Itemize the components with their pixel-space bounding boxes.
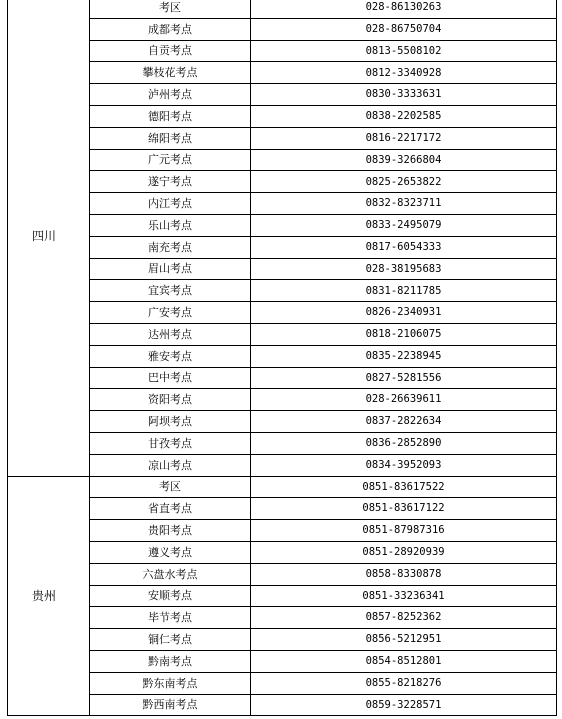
exam-site-cell: 眉山考点 bbox=[90, 258, 251, 280]
table-row bbox=[8, 650, 557, 672]
phone-cell: 0851-83617122 bbox=[251, 498, 557, 520]
exam-site-cell: 乐山考点 bbox=[90, 214, 251, 236]
exam-site-cell: 毕节考点 bbox=[90, 607, 251, 629]
table-row bbox=[8, 171, 557, 193]
table-row bbox=[8, 0, 557, 18]
phone-cell: 0854-8512801 bbox=[251, 650, 557, 672]
phone-cell: 0856-5212951 bbox=[251, 629, 557, 651]
exam-site-cell: 黔西南考点 bbox=[90, 694, 251, 716]
table-row bbox=[8, 323, 557, 345]
phone-cell: 028-38195683 bbox=[251, 258, 557, 280]
exam-site-cell: 德阳考点 bbox=[90, 105, 251, 127]
province-cell: 贵州 bbox=[8, 476, 90, 716]
phone-cell: 0855-8218276 bbox=[251, 672, 557, 694]
table-row bbox=[8, 389, 557, 411]
exam-site-cell: 泸州考点 bbox=[90, 84, 251, 106]
exam-site-cell: 遂宁考点 bbox=[90, 171, 251, 193]
table-row bbox=[8, 432, 557, 454]
table-row bbox=[8, 541, 557, 563]
phone-cell: 0857-8252362 bbox=[251, 607, 557, 629]
table-row bbox=[8, 607, 557, 629]
phone-cell: 0813-5508102 bbox=[251, 40, 557, 62]
phone-cell: 028-86130263 bbox=[251, 0, 557, 18]
exam-site-cell: 绵阳考点 bbox=[90, 127, 251, 149]
table-row bbox=[8, 498, 557, 520]
exam-site-cell: 省直考点 bbox=[90, 498, 251, 520]
exam-site-cell: 黔南考点 bbox=[90, 650, 251, 672]
exam-site-cell: 达州考点 bbox=[90, 323, 251, 345]
phone-cell: 0816-2217172 bbox=[251, 127, 557, 149]
table-row bbox=[8, 694, 557, 716]
table-row bbox=[8, 454, 557, 476]
exam-site-cell: 六盘水考点 bbox=[90, 563, 251, 585]
phone-cell: 0859-3228571 bbox=[251, 694, 557, 716]
phone-cell: 0858-8330878 bbox=[251, 563, 557, 585]
exam-site-cell: 南充考点 bbox=[90, 236, 251, 258]
table-row bbox=[8, 62, 557, 84]
table-row bbox=[8, 193, 557, 215]
exam-site-cell: 黔东南考点 bbox=[90, 672, 251, 694]
table-body bbox=[8, 0, 557, 716]
table-row bbox=[8, 476, 557, 498]
phone-cell: 0851-33236341 bbox=[251, 585, 557, 607]
phone-cell: 0851-83617522 bbox=[251, 476, 557, 498]
exam-site-phone-table bbox=[7, 0, 557, 716]
phone-cell: 0826-2340931 bbox=[251, 302, 557, 324]
phone-cell: 0831-8211785 bbox=[251, 280, 557, 302]
province-cell: 四川 bbox=[8, 0, 90, 476]
exam-site-cell: 遵义考点 bbox=[90, 541, 251, 563]
table-row bbox=[8, 411, 557, 433]
table-row bbox=[8, 280, 557, 302]
phone-cell: 0837-2822634 bbox=[251, 411, 557, 433]
table-row bbox=[8, 149, 557, 171]
phone-cell: 0839-3266804 bbox=[251, 149, 557, 171]
exam-site-cell: 内江考点 bbox=[90, 193, 251, 215]
table-row bbox=[8, 520, 557, 542]
exam-site-cell: 甘孜考点 bbox=[90, 432, 251, 454]
exam-site-cell: 考区 bbox=[90, 476, 251, 498]
phone-cell: 0832-8323711 bbox=[251, 193, 557, 215]
phone-cell: 0818-2106075 bbox=[251, 323, 557, 345]
table-row bbox=[8, 236, 557, 258]
table-row bbox=[8, 585, 557, 607]
phone-cell: 0812-3340928 bbox=[251, 62, 557, 84]
table-row bbox=[8, 84, 557, 106]
table-row bbox=[8, 563, 557, 585]
exam-site-cell: 铜仁考点 bbox=[90, 629, 251, 651]
exam-site-cell: 宜宾考点 bbox=[90, 280, 251, 302]
table-row bbox=[8, 629, 557, 651]
exam-site-cell: 考区 bbox=[90, 0, 251, 18]
exam-site-cell: 广安考点 bbox=[90, 302, 251, 324]
phone-cell: 0836-2852890 bbox=[251, 432, 557, 454]
phone-cell: 0851-28920939 bbox=[251, 541, 557, 563]
phone-cell: 028-86750704 bbox=[251, 18, 557, 40]
phone-cell: 0838-2202585 bbox=[251, 105, 557, 127]
table-row bbox=[8, 672, 557, 694]
phone-cell: 028-26639611 bbox=[251, 389, 557, 411]
exam-site-cell: 成都考点 bbox=[90, 18, 251, 40]
phone-cell: 0825-2653822 bbox=[251, 171, 557, 193]
exam-site-cell: 自贡考点 bbox=[90, 40, 251, 62]
table-row bbox=[8, 40, 557, 62]
table-row bbox=[8, 214, 557, 236]
exam-site-cell: 攀枝花考点 bbox=[90, 62, 251, 84]
table-row bbox=[8, 18, 557, 40]
table-row bbox=[8, 302, 557, 324]
exam-site-cell: 阿坝考点 bbox=[90, 411, 251, 433]
exam-site-cell: 凉山考点 bbox=[90, 454, 251, 476]
phone-cell: 0851-87987316 bbox=[251, 520, 557, 542]
phone-cell: 0835-2238945 bbox=[251, 345, 557, 367]
phone-cell: 0834-3952093 bbox=[251, 454, 557, 476]
phone-cell: 0833-2495079 bbox=[251, 214, 557, 236]
exam-site-cell: 资阳考点 bbox=[90, 389, 251, 411]
phone-cell: 0817-6054333 bbox=[251, 236, 557, 258]
table-row bbox=[8, 258, 557, 280]
table-row bbox=[8, 127, 557, 149]
phone-cell: 0830-3333631 bbox=[251, 84, 557, 106]
table-row bbox=[8, 367, 557, 389]
exam-site-cell: 贵阳考点 bbox=[90, 520, 251, 542]
table-row bbox=[8, 345, 557, 367]
exam-site-cell: 巴中考点 bbox=[90, 367, 251, 389]
phone-cell: 0827-5281556 bbox=[251, 367, 557, 389]
exam-site-cell: 广元考点 bbox=[90, 149, 251, 171]
exam-site-cell: 雅安考点 bbox=[90, 345, 251, 367]
exam-site-cell: 安顺考点 bbox=[90, 585, 251, 607]
table-row bbox=[8, 105, 557, 127]
